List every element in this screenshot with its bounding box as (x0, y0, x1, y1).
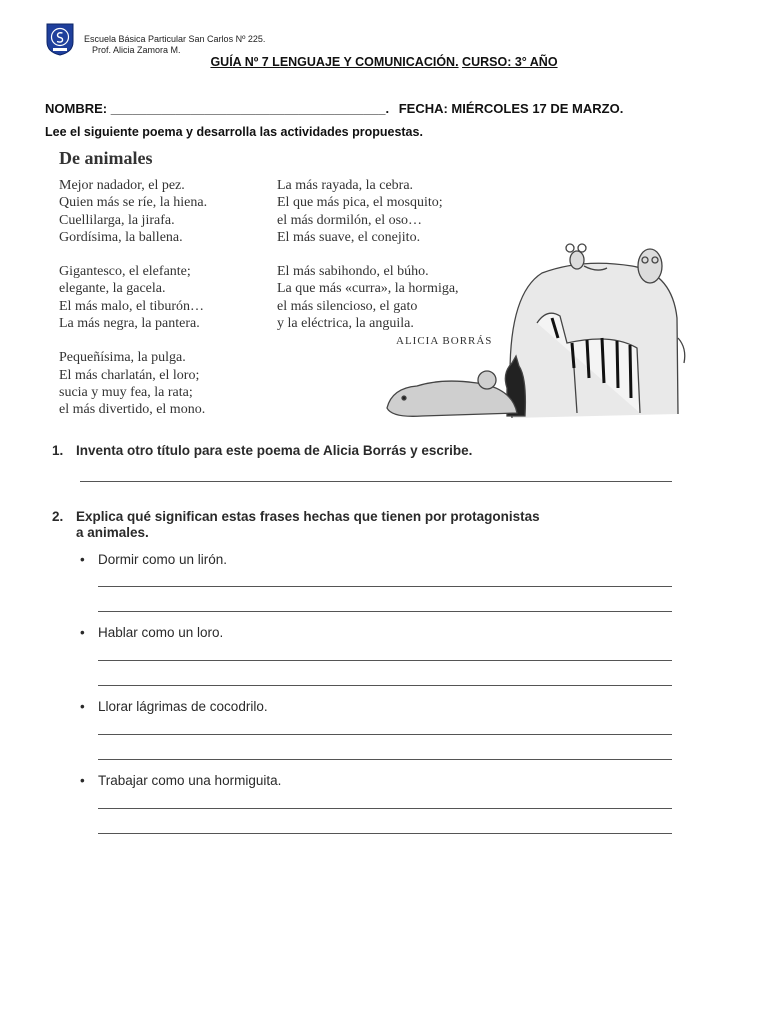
verse: El más malo, el tiburón… (59, 298, 205, 314)
name-label: NOMBRE: ______________________________________. (45, 101, 390, 116)
stanza (277, 177, 459, 246)
question-1 (52, 443, 472, 459)
verse: Cuellilarga, la jirafa. (59, 212, 175, 228)
verse: El más charlatán, el loro; (59, 367, 200, 383)
phrase-text: Hablar como un loro. (98, 625, 224, 640)
poem-author: ALICIA BORRÁS (396, 335, 493, 347)
verse: Quien más se ríe, la hiena. (59, 195, 208, 211)
phrase-item (80, 773, 281, 788)
bullet-icon: • (80, 552, 85, 567)
school-crest-logo (45, 22, 75, 56)
guide-title-text: GUÍA Nº 7 LENGUAJE Y COMUNICACIÓN. (210, 55, 459, 69)
poem-title: De animales (59, 148, 153, 168)
question-number: 1. (52, 443, 64, 458)
phrase-text: Trabajar como una hormiguita. (98, 773, 282, 788)
answer-line[interactable] (98, 586, 672, 587)
phrase-item (80, 625, 223, 640)
verse: El que más pica, el mosquito; (277, 195, 443, 211)
answer-line[interactable] (98, 759, 672, 760)
verse: La que más «curra», la hormiga, (277, 281, 459, 297)
verse: Pequeñísima, la pulga. (59, 350, 186, 366)
phrase-item (80, 552, 227, 567)
poem-column-1 (59, 177, 207, 436)
bullet-icon: • (80, 773, 85, 788)
question-number: 2. (52, 509, 64, 524)
answer-line[interactable] (98, 734, 672, 735)
answer-line[interactable] (80, 481, 672, 482)
bullet-icon: • (80, 699, 85, 714)
stanza (59, 349, 207, 418)
stanza (59, 263, 207, 332)
guide-title (0, 55, 768, 69)
answer-line[interactable] (98, 685, 672, 686)
date-label: FECHA: MIÉRCOLES 17 DE MARZO. (398, 101, 624, 116)
verse: el más dormilón, el oso… (277, 212, 423, 228)
verse: La más negra, la pantera. (59, 316, 200, 332)
phrase-text: Dormir como un lirón. (98, 552, 228, 567)
school-name: Escuela Básica Particular San Carlos Nº 225. (84, 34, 266, 44)
instruction: Lee el siguiente poema y desarrolla las actividades propuestas. (45, 125, 423, 139)
question-text: Inventa otro título para este poema de Alicia Borrás y escribe. (76, 443, 473, 458)
course-text: CURSO: 3° AÑO (462, 55, 558, 69)
question-2 (52, 509, 540, 541)
verse: El más suave, el conejito. (277, 229, 421, 245)
verse: elegante, la gacela. (59, 281, 166, 297)
verse: La más rayada, la cebra. (277, 178, 414, 193)
verse: Gordísima, la ballena. (59, 229, 183, 245)
verse: el más silencioso, el gato (277, 298, 418, 314)
student-info-row (45, 101, 623, 116)
bullet-icon: • (80, 625, 85, 640)
question-text: Explica qué significan estas frases hechas que tienen por protagonistas (76, 509, 540, 524)
verse: Gigantesco, el elefante; (59, 264, 191, 280)
stanza (59, 177, 207, 246)
verse: el más divertido, el mono. (59, 402, 206, 418)
answer-line[interactable] (98, 660, 672, 661)
verse: Mejor nadador, el pez. (59, 178, 185, 193)
answer-line[interactable] (98, 833, 672, 834)
answer-line[interactable] (98, 808, 672, 809)
phrase-item (80, 699, 268, 714)
teacher-name: Prof. Alicia Zamora M. (92, 45, 181, 55)
question-text-continued: a animales. (76, 525, 149, 540)
animals-illustration (382, 238, 692, 423)
phrase-text: Llorar lágrimas de cocodrilo. (98, 699, 268, 714)
verse: sucia y muy fea, la rata; (59, 384, 193, 400)
verse: y la eléctrica, la anguila. (277, 316, 414, 332)
verse: El más sabihondo, el búho. (277, 264, 429, 280)
answer-line[interactable] (98, 611, 672, 612)
